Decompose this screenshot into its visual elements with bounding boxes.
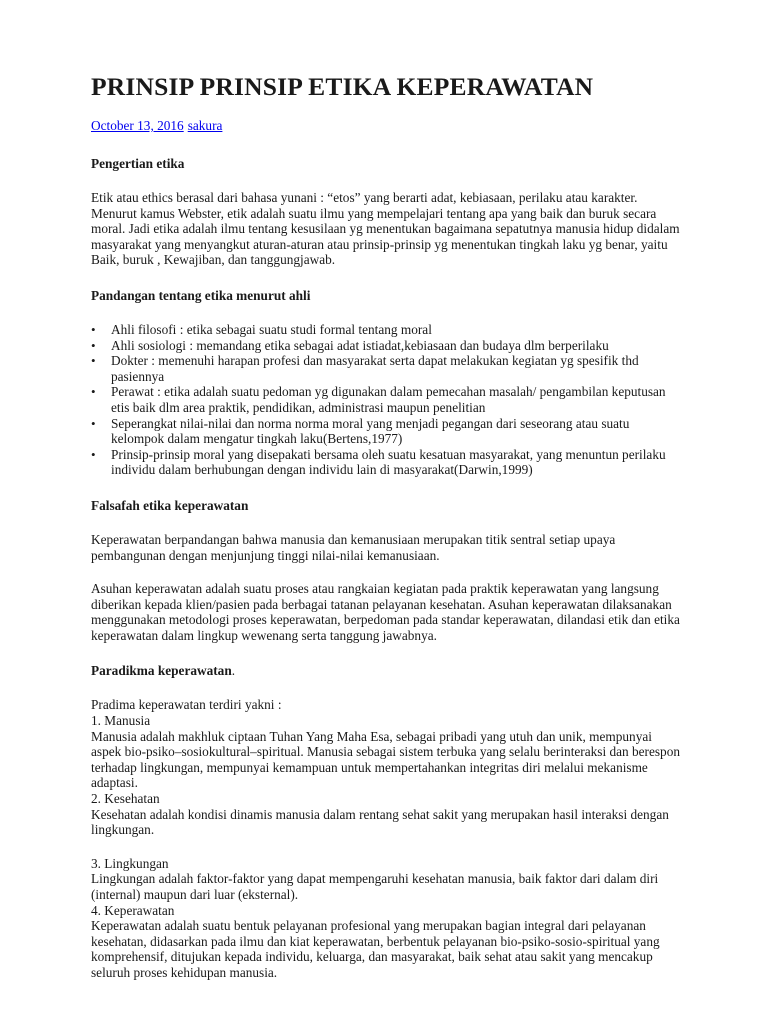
post-date-link[interactable]: October 13, 2016 (91, 118, 184, 133)
section-heading-paradikma: Paradikma keperawatan (91, 663, 232, 679)
article-title: PRINSIP PRINSIP ETIKA KEPERAWATAN (91, 72, 594, 101)
pandangan-list (91, 322, 681, 478)
pengertian-paragraph: Etik atau ethics berasal dari bahasa yunani : “etos” yang berarti adat, kebiasaan, perilaku atau karakter. Menurut kamus Webster, etik adalah suatu ilmu yang mempelajari tentang apa yang baik dan buruk secara moral. Jadi etika adalah ilmu tentang kesusilaan yg menentukan bagaimana sepatutnya manusia hidup didalam masyarakat yang menyangkut aturan-aturan atau prinsip-prinsip yg menentukan tingkah laku yg benar, yaitu Baik, buruk , Kewajiban, dan tanggungjawab. (91, 190, 680, 268)
section-heading-pengertian: Pengertian etika (91, 156, 185, 171)
paradikma-item-2-text: Kesehatan adalah kondisi dinamis manusia dalam rentang sehat sakit yang merupakan hasil interaksi dengan lingkungan. (91, 806, 669, 838)
document-page (91, 72, 681, 981)
paradikma-item-4-text: Keperawatan adalah suatu bentuk pelayanan profesional yang merupakan bagian integral dari pelayanan kesehatan, didasarkan pada ilmu dan kiat keperawatan, berbentuk pelayanan bio-psiko-sosio-spiritual yang komprehensif, ditujukan kepada individu, keluarga, dan masyarakat, baik sehat atau sakit yang mencakup seluruh proses kehidupan manusia. (91, 918, 660, 980)
list-item: • Ahli filosofi : etika sebagai suatu studi formal tentang moral (111, 322, 681, 338)
paradikma-item-3-title: 3. Lingkungan (91, 855, 169, 871)
heading-period: . (231, 663, 236, 679)
falsafah-paragraph-2: Asuhan keperawatan adalah suatu proses atau rangkaian kegiatan pada praktik keperawatan yang langsung diberikan kepada klien/pasien pada berbagai tatanan pelayanan kesehatan. Asuhan keperawatan dilaksanakan menggunakan metodologi proses keperawatan, berpedoman pada standar keperawatan, dilandasi etik dan etika keperawatan dalam lingkup wewenang serta tanggung jawabnya. (91, 581, 680, 643)
paradikma-item-4-title: 4. Keperawatan (91, 902, 175, 918)
paradikma-intro: Pradima keperawatan terdiri yakni : (91, 697, 282, 713)
paradikma-item-1-text: Manusia adalah makhluk ciptaan Tuhan Yang Maha Esa, sebagai pribadi yang utuh dan unik, mempunyai aspek bio-psiko–sosiokultural–spiritual. Manusia sebagai sistem terbuka yang selalu berinteraksi dan berespon terhadap lingkungan, mempunyai kemampuan untuk mempertahankan integritas diri melalui mekanisme adaptasi. (91, 728, 680, 791)
paradikma-item-3-text: Lingkungan adalah faktor-faktor yang dapat mempengaruhi kesehatan manusia, baik faktor dari dalam diri (internal) maupun dari luar (eksternal). (91, 871, 659, 902)
section-heading-pandangan: Pandangan tentang etika menurut ahli (91, 287, 311, 303)
section-heading-paradikma-row (91, 663, 681, 679)
falsafah-paragraph-1: Keperawatan berpandangan bahwa manusia dan kemanusiaan merupakan titik sentral setiap upaya pembangunan dengan menjunjung tinggi nilai-nilai kemanusiaan. (91, 531, 616, 563)
list-item: • Perawat : etika adalah suatu pedoman yg digunakan dalam pemecahan masalah/ pengambilan keputusan etis baik dlm area praktik, pendidikan, administrasi maupun penelitian (111, 384, 681, 415)
article-meta (91, 118, 681, 134)
list-item: • Prinsip-prinsip moral yang disepakati bersama oleh suatu kesatuan masyarakat, yang menuntun perilaku individu dalam berhubungan dengan individu lain di masyarakat(Darwin,1999) (111, 447, 681, 478)
list-item: • Ahli sosiologi : memandang etika sebagai adat istiadat,kebiasaan dan budaya dlm berperilaku (111, 338, 681, 354)
section-heading-falsafah: Falsafah etika keperawatan (91, 497, 249, 513)
list-item: • Seperangkat nilai-nilai dan norma norma moral yang menjadi pegangan dari seseorang atau suatu kelompok dalam mengatur tingkah laku(Bertens,1977) (111, 416, 681, 447)
author-link[interactable]: sakura (187, 118, 223, 133)
paradikma-item-2-title: 2. Kesehatan (91, 791, 160, 807)
list-item: • Dokter : memenuhi harapan profesi dan masyarakat serta dapat melakukan kegiatan yg spesifik thd pasiennya (111, 353, 681, 384)
paradikma-item-1-title: 1. Manusia (91, 713, 151, 729)
